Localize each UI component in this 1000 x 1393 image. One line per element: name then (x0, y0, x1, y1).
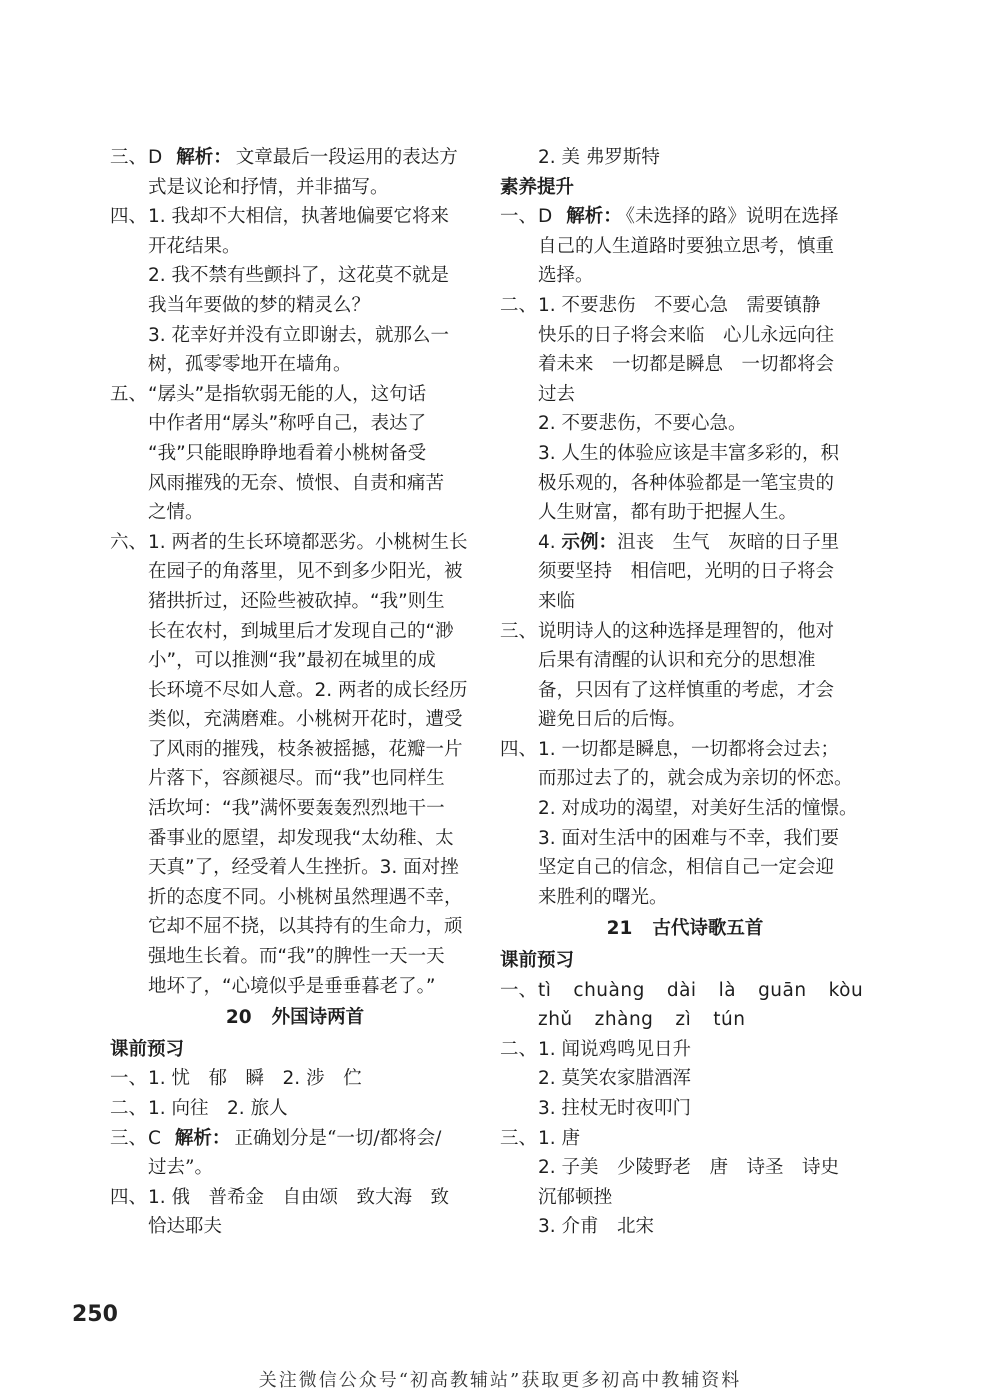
preview-1 (110, 1064, 480, 1094)
item-number: 二、 (110, 1098, 148, 1119)
right-column (500, 143, 870, 1242)
pinyin: guān (758, 979, 807, 1001)
item-number: 四、 (500, 738, 538, 760)
text-line: 1. 向往 2. 旅人 (148, 1098, 288, 1119)
text-line: 我当年要做的梦的精灵么？ (148, 294, 371, 316)
section-number: 20 (225, 1007, 252, 1029)
text-line: 之情。 (148, 502, 204, 524)
text-line: 折的态度不同。小桃树虽然理遇不幸， (148, 886, 463, 908)
text-line: 来胜利的曙光。 (538, 886, 668, 908)
text-line: 2. 子美 少陵野老 唐 诗圣 诗史 (538, 1157, 840, 1179)
text-line: 长环境不尽如人意。2. 两者的成长经历 (148, 679, 468, 701)
text-line: 活坎坷：“我”满怀要轰轰烈烈地干一 (148, 798, 445, 820)
example-label: 示例： (561, 531, 618, 553)
item-number: 二、 (500, 1038, 538, 1060)
text-line: 3. 介甫 北宋 (538, 1216, 655, 1238)
text-line: 小”，可以推测“我”最初在城里的成 (148, 650, 436, 672)
text-line: 2. 莫笑农家腊酒浑 (538, 1068, 692, 1090)
preview-pinyin (500, 976, 870, 1035)
item-number: 三、 (500, 1127, 538, 1149)
text-line: 着未来 一切都是瞬息 一切都将会 (538, 354, 835, 376)
text-line: 沉郁顿挫 (538, 1186, 613, 1208)
pinyin: zhàng (594, 1009, 654, 1031)
analysis-text: 选择。 (538, 265, 594, 287)
section-number: 21 (606, 918, 633, 940)
text-line: 3. 花幸好并没有立即谢去，就那么一 (148, 324, 450, 346)
text-line: 坚定自己的信念，相信自己一定会迎 (538, 857, 835, 879)
answer-letter: C (148, 1127, 161, 1149)
text-line: 1. 我却不大相信，执著地偏要它将来 (148, 206, 450, 228)
text-line: 地坏了，“心境似乎是垂垂暮老了。” (148, 975, 436, 997)
item-number: 三、 (110, 147, 148, 168)
text-line: 后果有清醒的认识和充分的思想准 (538, 650, 816, 672)
page-number: 250 (72, 1302, 118, 1327)
item-number: 一、 (500, 206, 538, 228)
answer-6 (110, 528, 480, 1002)
text-line: 1. 不要悲伤 不要心急 需要镇静 (538, 294, 821, 316)
improve-3 (500, 617, 870, 735)
section-name: 外国诗两首 (271, 1007, 365, 1029)
example-prefix: 4. (538, 531, 562, 553)
item-number: 一、 (500, 979, 538, 1001)
text-line: “我”只能眼睁睁地看着小桃树备受 (148, 442, 427, 464)
answer-letter: D (148, 147, 163, 168)
text-line: 1. 两者的生长环境都恶劣。小桃树生长 (148, 531, 468, 553)
left-column (110, 143, 480, 1242)
section-name: 古代诗歌五首 (652, 918, 764, 940)
text-line: 3. 拄杖无时夜叩门 (538, 1098, 692, 1119)
text-line: 它却不屈不挠，以其持有的生命力，顽 (148, 916, 463, 938)
preview-2 (110, 1094, 480, 1124)
text-line: 开花结果。 (148, 235, 241, 257)
answer-5 (110, 380, 480, 528)
footer-watermark: 关注微信公众号“初高教辅站”获取更多初高中教辅资料 (258, 1370, 742, 1391)
analysis-text: 文章最后一段运用的表达方 (235, 147, 458, 168)
pinyin: zhǔ (538, 1009, 573, 1031)
text-line: 1. 唐 (538, 1127, 581, 1149)
analysis-label: 解析： (566, 206, 622, 228)
text-line: 1. 忧 郁 瞬 2. 涉 伫 (148, 1068, 362, 1090)
text-line: 天真”了，经受着人生挫折。3. 面对挫 (148, 857, 459, 879)
text-line: 1. 俄 普希金 自由颂 致大海 致 (148, 1186, 450, 1208)
text-line: 1. 闻说鸡鸣见日升 (538, 1038, 692, 1060)
text-line: 长在农村，到城里后才发现自己的“渺 (148, 620, 454, 642)
suyang-heading: 素养提升 (500, 176, 575, 198)
text-line: 避免日后的后悔。 (538, 709, 687, 731)
analysis-text: 过去”。 (148, 1157, 213, 1179)
analysis-text: 《未选择的路》说明在选择 (625, 206, 839, 228)
preview-poems (500, 1035, 870, 1124)
text-line: 备，只因有了这样慎重的考虑，才会 (538, 679, 835, 701)
pinyin: chuàng (573, 979, 645, 1001)
text-line: 树，孤零零地开在墙角。 (148, 354, 352, 376)
text-line: 中作者用“孱头”称呼自己，表达了 (148, 413, 427, 435)
text-line: 片落下，容颜褪尽。而“我”也同样生 (148, 768, 445, 790)
text-line: 2. 我不禁有些颤抖了，这花莫不就是 (148, 265, 450, 287)
text-line: 极乐观的，各种体验都是一笔宝贵的 (538, 472, 835, 494)
answer-letter: D (538, 206, 553, 228)
analysis-text: 式是议论和抒情，并非描写。 (148, 176, 389, 198)
pinyin: là (718, 979, 737, 1001)
item-number: 四、 (110, 1186, 148, 1208)
item-number: 三、 (110, 1127, 148, 1149)
item-number: 三、 (500, 620, 538, 642)
preview-3 (110, 1124, 480, 1183)
item-number: 五、 (110, 383, 148, 405)
text-line: 3. 人生的体验应该是丰富多彩的，积 (538, 442, 840, 464)
text-line: 恰达耶夫 (148, 1216, 223, 1238)
pinyin: tún (713, 1009, 746, 1031)
text-line: 而那过去了的，就会成为亲切的怀恋。 (538, 768, 853, 790)
preview-heading: 课前预习 (110, 1038, 185, 1060)
item-number: 二、 (500, 294, 538, 316)
pinyin: dài (666, 979, 697, 1001)
item-number: 一、 (110, 1068, 148, 1090)
text-line: 番事业的愿望，却发现我“太幼稚、太 (148, 827, 454, 849)
analysis-label: 解析： (176, 147, 232, 168)
text-line: “孱头”是指软弱无能的人，这句话 (148, 383, 427, 405)
analysis-label: 解析： (174, 1127, 231, 1149)
text-line: 说明诗人的这种选择是理智的，他对 (538, 620, 835, 642)
text-line: 了风雨的摧残，枝条被摇撼，花瓣一片 (148, 738, 463, 760)
answer-4 (110, 202, 480, 380)
improve-2 (500, 291, 870, 617)
item-number: 四、 (110, 206, 148, 228)
improve-4 (500, 735, 870, 913)
analysis-text: 正确划分是“一切/都将会/ (234, 1127, 442, 1149)
text-line: 2. 美 弗罗斯特 (538, 147, 660, 168)
item-number: 六、 (110, 531, 148, 553)
text-line: 风雨摧残的无奈、愤恨、自责和痛苦 (148, 472, 445, 494)
improve-1 (500, 202, 870, 291)
text-line: 强地生长着。而“我”的脾性一天一天 (148, 946, 445, 968)
analysis-text: 自己的人生道路时要独立思考，慎重 (538, 235, 835, 257)
text-line: 过去 (538, 383, 576, 405)
text-line: 1. 一切都是瞬息，一切都将会过去； (538, 738, 840, 760)
text-line: 3. 面对生活中的困难与不幸，我们要 (538, 827, 840, 849)
section-title-20 (110, 1003, 480, 1033)
preview-heading: 课前预习 (500, 950, 575, 972)
pinyin: tì (538, 979, 552, 1001)
text-line: 人生财富，都有助于把握人生。 (538, 502, 798, 524)
example-text: 沮丧 生气 灰暗的日子里 (617, 531, 840, 553)
pinyin: kòu (828, 979, 864, 1001)
text-line: 2. 对成功的渴望，对美好生活的憧憬。 (538, 798, 858, 820)
text-line: 类似，充满磨难。小桃树开花时，遭受 (148, 709, 463, 731)
section-title-21 (500, 914, 870, 944)
text-line: 在园子的角落里，见不到多少阳光，被 (148, 561, 463, 583)
text-line: 须要坚持 相信吧，光明的日子将会 (538, 561, 835, 583)
text-line: 2. 不要悲伤，不要心急。 (538, 413, 747, 435)
answer-3 (110, 143, 480, 202)
preview-authors (500, 1124, 870, 1242)
text-line: 来临 (538, 590, 576, 612)
pinyin: zì (675, 1009, 692, 1031)
preview-4 (110, 1183, 480, 1242)
text-line: 快乐的日子将会来临 心儿永远向往 (538, 324, 835, 346)
text-line: 猪拱折过，还险些被砍掉。“我”则生 (148, 590, 445, 612)
